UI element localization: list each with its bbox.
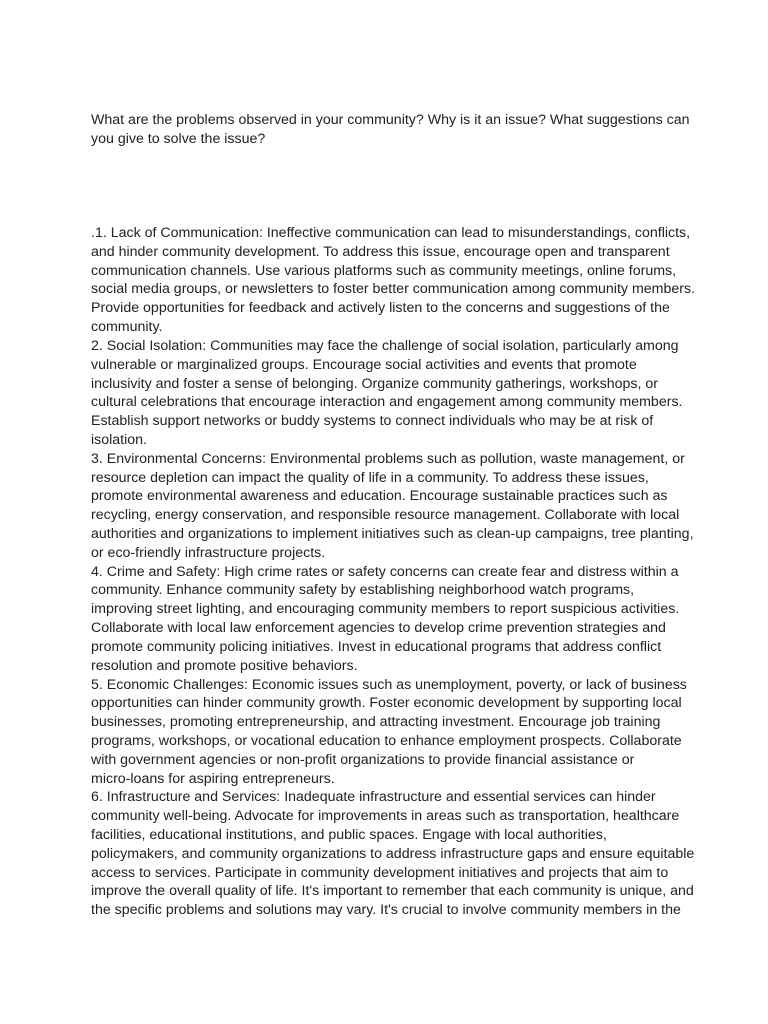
answer-line: 3. Environmental Concerns: Environmental problems such as pollution, waste management, or xyxy=(91,451,685,467)
answer-line: businesses, promoting entrepreneurship, and attracting investment. Encourage job training xyxy=(91,714,661,730)
answer-line: Provide opportunities for feedback and actively listen to the concerns and suggestions of the xyxy=(91,300,670,316)
answer-line: promote environmental awareness and education. Encourage sustainable practices such as xyxy=(91,488,668,504)
answer-line: the specific problems and solutions may vary. It's crucial to involve community members in the xyxy=(91,902,681,918)
answer-line: access to services. Participate in community development initiatives and projects that aim to xyxy=(91,865,669,881)
answer-line: cultural celebrations that encourage interaction and engagement among community members. xyxy=(91,394,683,410)
answer-line: facilities, educational institutions, and public spaces. Engage with local authorities, xyxy=(91,827,607,843)
answer-line: 2. Social Isolation: Communities may face the challenge of social isolation, particularly among xyxy=(91,338,679,354)
answer-line: Establish support networks or buddy systems to connect individuals who may be at risk of xyxy=(91,413,654,429)
answer-line: and hinder community development. To address this issue, encourage open and transparent xyxy=(91,244,670,260)
answer-line: programs, workshops, or vocational education to enhance employment prospects. Collaborate xyxy=(91,733,682,749)
answer-line: promote community policing initiatives. Invest in educational programs that address conflict xyxy=(91,639,662,655)
answer-line: improve the overall quality of life. It's important to remember that each community is unique, and xyxy=(91,883,694,899)
answer-line: .1. Lack of Communication: Ineffective communication can lead to misunderstandings, conflicts, xyxy=(91,225,691,241)
answer-line: micro-loans for aspiring entrepreneurs. xyxy=(91,771,335,787)
answer-line: social media groups, or newsletters to foster better communication among community members. xyxy=(91,281,696,297)
answer-line: community well-being. Advocate for improvements in areas such as transportation, healthcare xyxy=(91,808,680,824)
question-line: you give to solve the issue? xyxy=(91,131,266,147)
answer-line: isolation. xyxy=(91,432,147,448)
answer-line: authorities and organizations to implement initiatives such as clean-up campaigns, tree planting, xyxy=(91,526,694,542)
answer-line: policymakers, and community organizations to address infrastructure gaps and ensure equitable xyxy=(91,846,695,862)
answer-line: 4. Crime and Safety: High crime rates or safety concerns can create fear and distress within a xyxy=(91,564,679,580)
answer-line: or eco-friendly infrastructure projects. xyxy=(91,545,326,561)
answer-line: community. Enhance community safety by establishing neighborhood watch programs, xyxy=(91,582,635,598)
answer-line: 5. Economic Challenges: Economic issues such as unemployment, poverty, or lack of business xyxy=(91,677,687,693)
answer-line: vulnerable or marginalized groups. Encourage social activities and events that promote xyxy=(91,357,637,373)
answer-line: resource depletion can impact the quality of life in a community. To address these issues, xyxy=(91,470,649,486)
answer-line: improving street lighting, and encouraging community members to report suspicious activities. xyxy=(91,601,680,617)
answer-line: opportunities can hinder community growth. Foster economic development by supporting local xyxy=(91,695,682,711)
answer-line: communication channels. Use various platforms such as community meetings, online forums, xyxy=(91,263,677,279)
answer-line: resolution and promote positive behaviors. xyxy=(91,658,358,674)
answer-line: 6. Infrastructure and Services: Inadequate infrastructure and essential services can hinder xyxy=(91,789,656,805)
answer-line: Collaborate with local law enforcement agencies to develop crime prevention strategies and xyxy=(91,620,666,636)
answer-line: community. xyxy=(91,319,163,335)
answer-line: inclusivity and foster a sense of belonging. Organize community gatherings, workshops, or xyxy=(91,376,659,392)
answer-line: recycling, energy conservation, and responsible resource management. Collaborate with local xyxy=(91,507,680,523)
question-line: What are the problems observed in your community? Why is it an issue? What suggestions can xyxy=(91,112,690,128)
answer-line: with government agencies or non-profit organizations to provide financial assistance or xyxy=(91,752,635,768)
